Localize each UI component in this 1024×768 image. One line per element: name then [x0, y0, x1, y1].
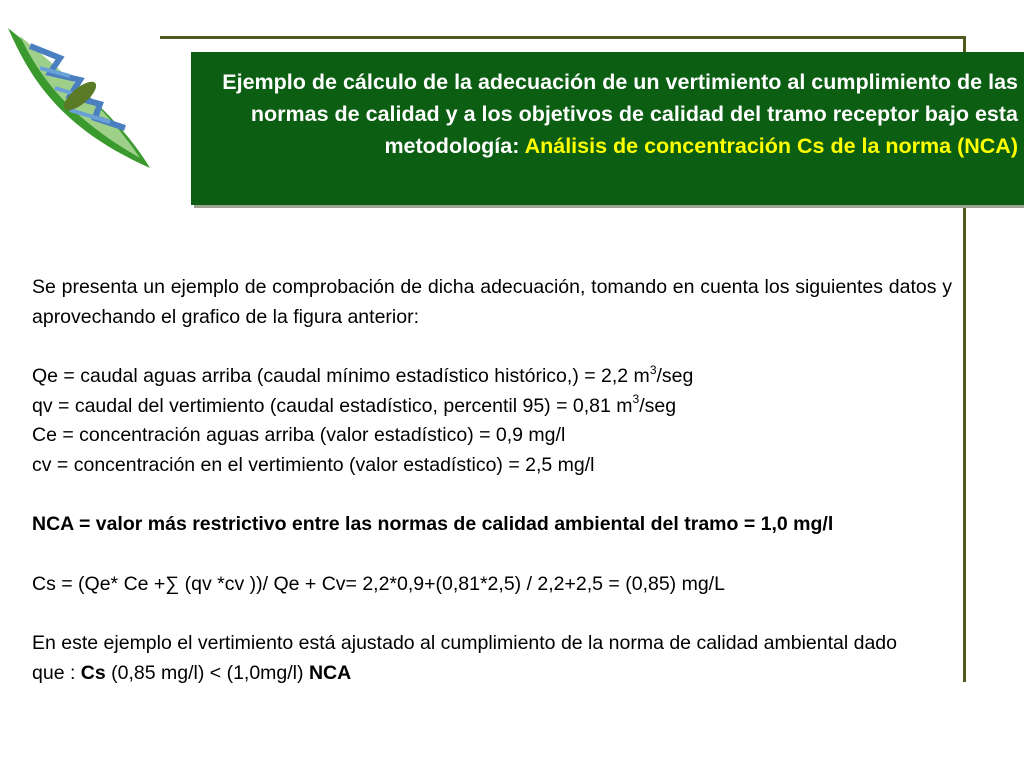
- cra-logo: [0, 18, 160, 178]
- intro-paragraph: Se presenta un ejemplo de comprobación de dicha adecuación, tomando en cuenta los siguientes datos y aprovechando el grafico de la figura anterior:: [32, 276, 952, 328]
- qv-exponent: 3: [632, 392, 640, 406]
- conclusion-comparison: (0,85 mg/l) < (1,0mg/l): [105, 661, 309, 684]
- spacer: [32, 599, 952, 629]
- cra-logo-icon: [0, 18, 160, 178]
- data-line-cv: cv = concentración en el vertimiento (valor estadístico) = 2,5 mg/l: [32, 453, 595, 476]
- conclusion-text: En este ejemplo el vertimiento está ajustado al cumplimiento de la norma de calidad ambiental dado que :: [32, 632, 897, 684]
- qe-text: Qe = caudal aguas arriba (caudal mínimo estadístico histórico,) = 2,2 m: [32, 365, 650, 387]
- slide-title-highlight: Análisis de concentración Cs de la norma (NCA): [524, 134, 1018, 158]
- slide-title-text: Ejemplo de cálculo de la adecuación de un vertimiento al cumplimiento de las normas de calidad y a los objetivos de calidad del tramo receptor bajo esta metodología:: [222, 70, 1018, 158]
- slide-body: [32, 273, 952, 688]
- title-banner: [191, 52, 1024, 205]
- spacer: [32, 332, 952, 362]
- qe-unit: /seg: [656, 365, 694, 387]
- spacer: [32, 540, 952, 570]
- cs-formula: Cs = (Qe* Ce +∑ (qv *cv ))/ Qe + Cv= 2,2*0,9+(0,81*2,5) / 2,2+2,5 = (0,85) mg/L: [32, 572, 725, 595]
- data-line-qv: [32, 392, 952, 422]
- conclusion-paragraph: [32, 629, 912, 688]
- svg-text:CRA: CRA: [40, 120, 83, 153]
- nca-definition: NCA = valor más restrictivo entre las normas de calidad ambiental del tramo = 1,0 mg/l: [32, 513, 834, 535]
- qe-exponent: 3: [649, 362, 657, 377]
- spacer: [32, 480, 952, 510]
- data-line-qe: [32, 362, 952, 392]
- conclusion-nca: NCA: [308, 661, 352, 684]
- qv-unit: /seg: [639, 394, 677, 417]
- data-line-ce: Ce = concentración aguas arriba (valor estadístico) = 0,9 mg/l: [32, 424, 566, 446]
- qv-text: qv = caudal del vertimiento (caudal estadístico, percentil 95) = 0,81 m: [32, 394, 633, 417]
- conclusion-cs: Cs: [80, 661, 106, 684]
- slide-title: [201, 66, 1018, 162]
- top-rule-line: [160, 36, 966, 39]
